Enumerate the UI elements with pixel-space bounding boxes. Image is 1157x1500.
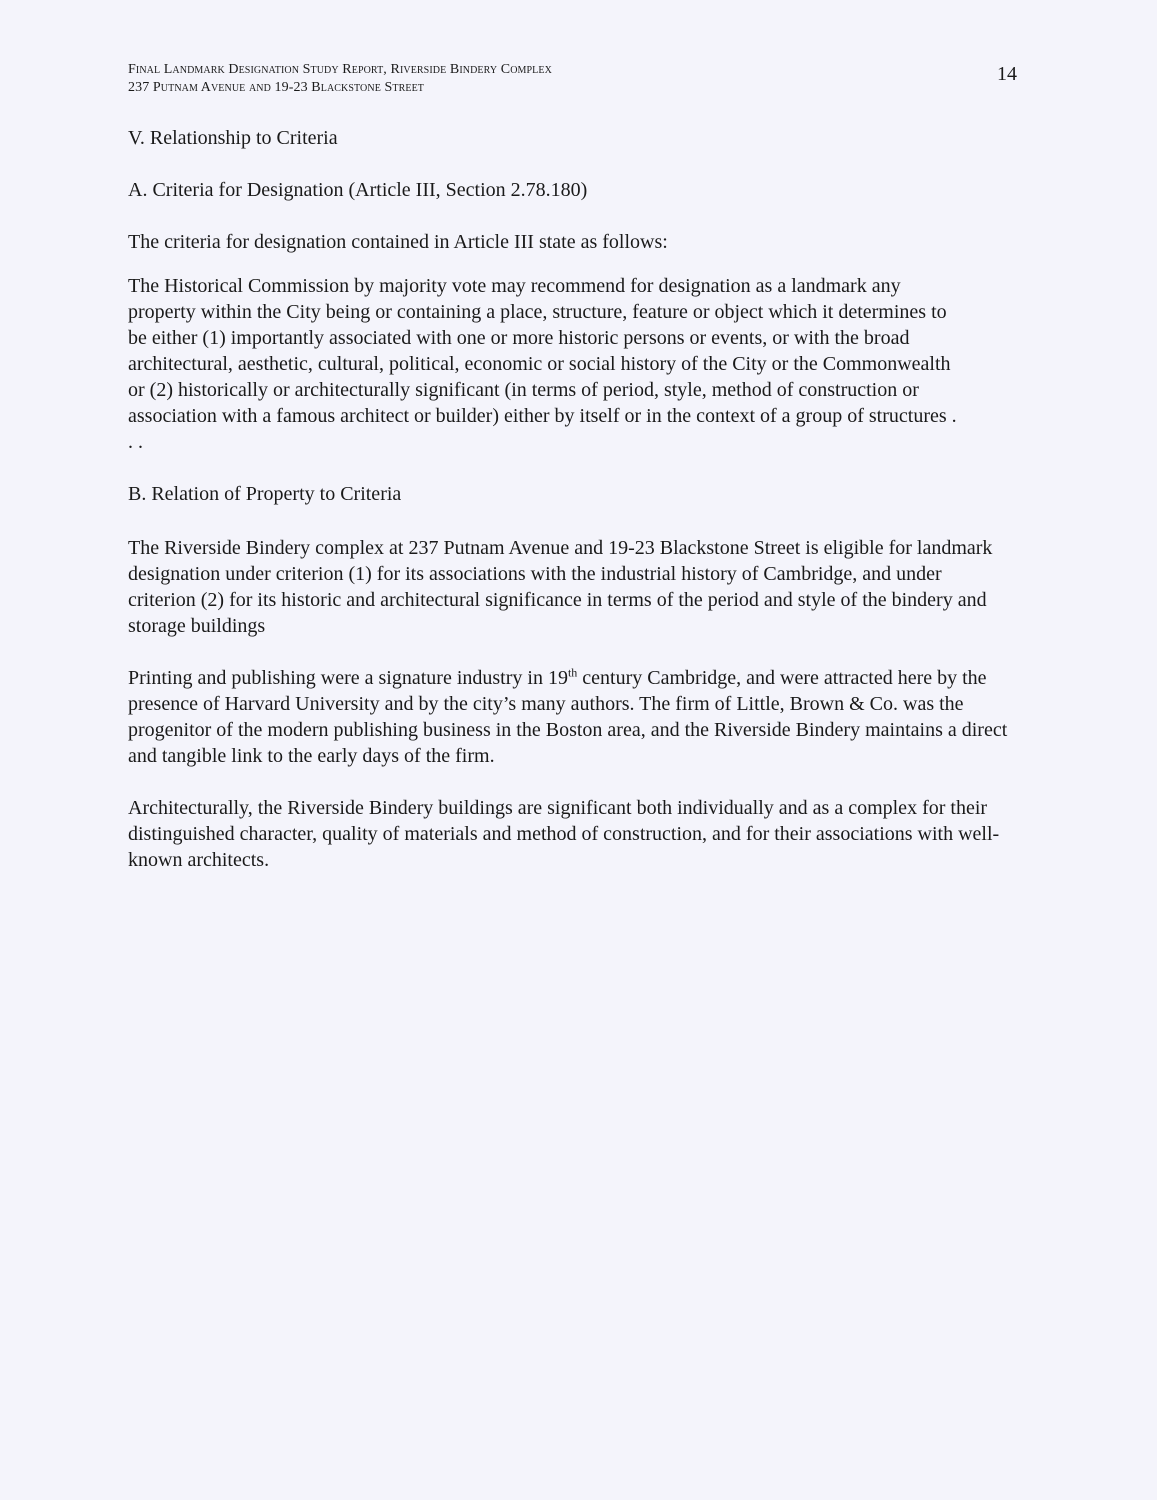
page-number: 14 (997, 63, 1017, 85)
header-title: Final Landmark Designation Study Report, Riverside Bindery Complex (128, 62, 552, 77)
running-header (128, 61, 1028, 97)
printing-history-text-1: Printing and publishing were a signature industry in 19 (128, 667, 568, 689)
printing-history-text-2: century Cambridge, and were attracted here by the presence of Harvard University and by the city’s many authors. The firm of Little, Brown & Co. was the progenitor of the modern publishing business in the Boston area, and the Riverside Bindery maintains a direct and tangible link to the early days of the firm. (128, 667, 1008, 767)
criteria-quote: The Historical Commission by majority vote may recommend for designation as a landmark any property within the City being or containing a place, structure, feature or object which it determines to be either (1) importantly associated with one or more historic persons or events, or with the broad architectural, aesthetic, cultural, political, economic or social history of the City or the Commonwealth or (2) historically or architecturally significant (in terms of period, style, method of construction or association with a famous architect or builder) either by itself or in the context of a group of structures . . . (128, 275, 957, 453)
header-address: 237 Putnam Avenue and 19-23 Blackstone Street (128, 80, 424, 95)
printing-history-paragraph (128, 665, 1018, 769)
criteria-intro: The criteria for designation contained in Article III state as follows: (128, 231, 668, 253)
architecture-paragraph: Architecturally, the Riverside Bindery buildings are significant both individually and as a complex for their distinguished character, quality of materials and method of construction, and for their associations with well-known architects. (128, 797, 1000, 871)
ordinal-superscript: th (567, 665, 578, 680)
document-body (128, 125, 1028, 873)
section-b-heading: B. Relation of Property to Criteria (128, 483, 402, 505)
section-a-heading: A. Criteria for Designation (Article III, Section 2.78.180) (128, 179, 588, 201)
section-v-heading: V. Relationship to Criteria (128, 127, 338, 149)
eligibility-paragraph: The Riverside Bindery complex at 237 Putnam Avenue and 19-23 Blackstone Street is eligible for landmark designation under criterion (1) for its associations with the industrial history of Cambridge, and under criterion (2) for its historic and architectural significance in terms of the period and style of the bindery and storage buildings (128, 537, 993, 637)
